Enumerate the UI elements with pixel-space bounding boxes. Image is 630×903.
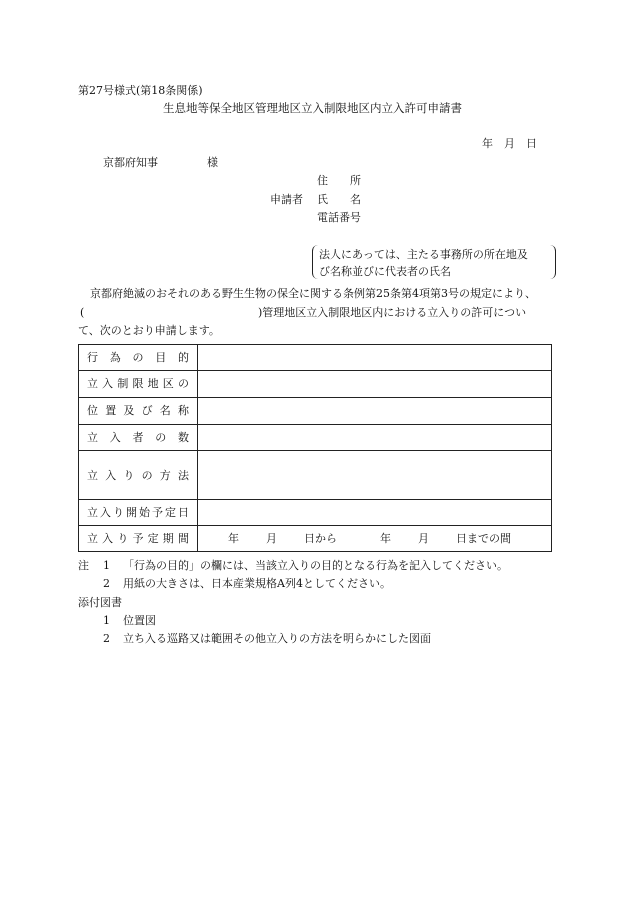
field-start-date[interactable] (198, 500, 552, 526)
attachment1-number: 1 (103, 614, 110, 627)
field-area-name[interactable] (198, 398, 551, 424)
body-line3: て、次のとおり申請します。 (78, 324, 220, 337)
addressee-name: 京都府知事 (103, 156, 158, 169)
attachment1-text: 位置図 (123, 614, 156, 627)
field-purpose[interactable] (198, 345, 552, 371)
period-month-from: 月 (266, 532, 277, 545)
label-method: 立 入 り の 方 法 (87, 468, 189, 482)
application-table (78, 344, 552, 552)
row-period (79, 526, 552, 552)
attachment2-text: 立ち入る巡路又は範囲その他立入りの方法を明らかにした図面 (123, 632, 431, 645)
applicant-label: 申請者 (270, 193, 303, 206)
body-line2-open: ( (80, 306, 85, 319)
row-start-date (79, 500, 552, 526)
date-line: 年 月 日 (482, 137, 537, 150)
row-purpose (79, 345, 552, 371)
corporate-note-line2: び名称並びに代表者の氏名 (319, 265, 451, 278)
period-day-from: 日から (304, 532, 337, 545)
period-year-from: 年 (228, 532, 239, 545)
name-label: 氏 名 (317, 193, 361, 206)
phone-label: 電話番号 (317, 211, 361, 224)
body-line1: 京都府絶滅のおそれのある野生生物の保全に関する条例第25条第4項第3号の規定により、 (90, 287, 536, 300)
address-label: 住 所 (317, 174, 361, 187)
attachments-heading: 添付図書 (78, 596, 122, 609)
row-count (79, 425, 552, 451)
label-area-line1: 立 入 制 限 地 区 の (87, 377, 189, 390)
field-period[interactable] (198, 526, 552, 552)
body-line2-rest: )管理地区立入制限地区内における立入りの許可につい (258, 306, 527, 319)
attachment2-number: 2 (103, 632, 110, 645)
note2-text: 用紙の大きさは、日本産業規格A列4としてください。 (123, 577, 391, 590)
addressee-suffix: 様 (207, 156, 218, 169)
note1-number: 1 (103, 559, 110, 572)
field-method[interactable] (198, 451, 552, 500)
period-year-to: 年 (380, 532, 391, 545)
field-count[interactable] (198, 425, 552, 451)
field-area-location[interactable] (198, 371, 551, 398)
form-title: 生息地等保全地区管理地区立入制限地区内立入許可申請書 (163, 101, 462, 115)
notes-prefix: 注 (78, 559, 89, 572)
label-period: 立 入 り 予 定 期 間 (87, 532, 189, 545)
period-month-to: 月 (418, 532, 429, 545)
note2-number: 2 (103, 577, 110, 590)
note1-text: 「行為の目的」の欄には、当該立入りの目的となる行為を記入してください。 (123, 559, 508, 572)
label-start-date: 立 入 り 開 始 予 定 日 (87, 506, 189, 519)
label-count: 立 入 者 の 数 (87, 431, 189, 444)
label-area-line2: 位 置 及 び 名 称 (87, 404, 189, 417)
label-purpose: 行 為 の 目 的 (87, 351, 189, 364)
corporate-note-line1: 法人にあっては、主たる事務所の所在地及 (319, 248, 528, 261)
row-method (79, 451, 552, 500)
row-area (79, 371, 552, 425)
form-number: 第27号様式(第18条関係) (78, 84, 203, 97)
period-day-to: 日までの間 (456, 532, 511, 545)
